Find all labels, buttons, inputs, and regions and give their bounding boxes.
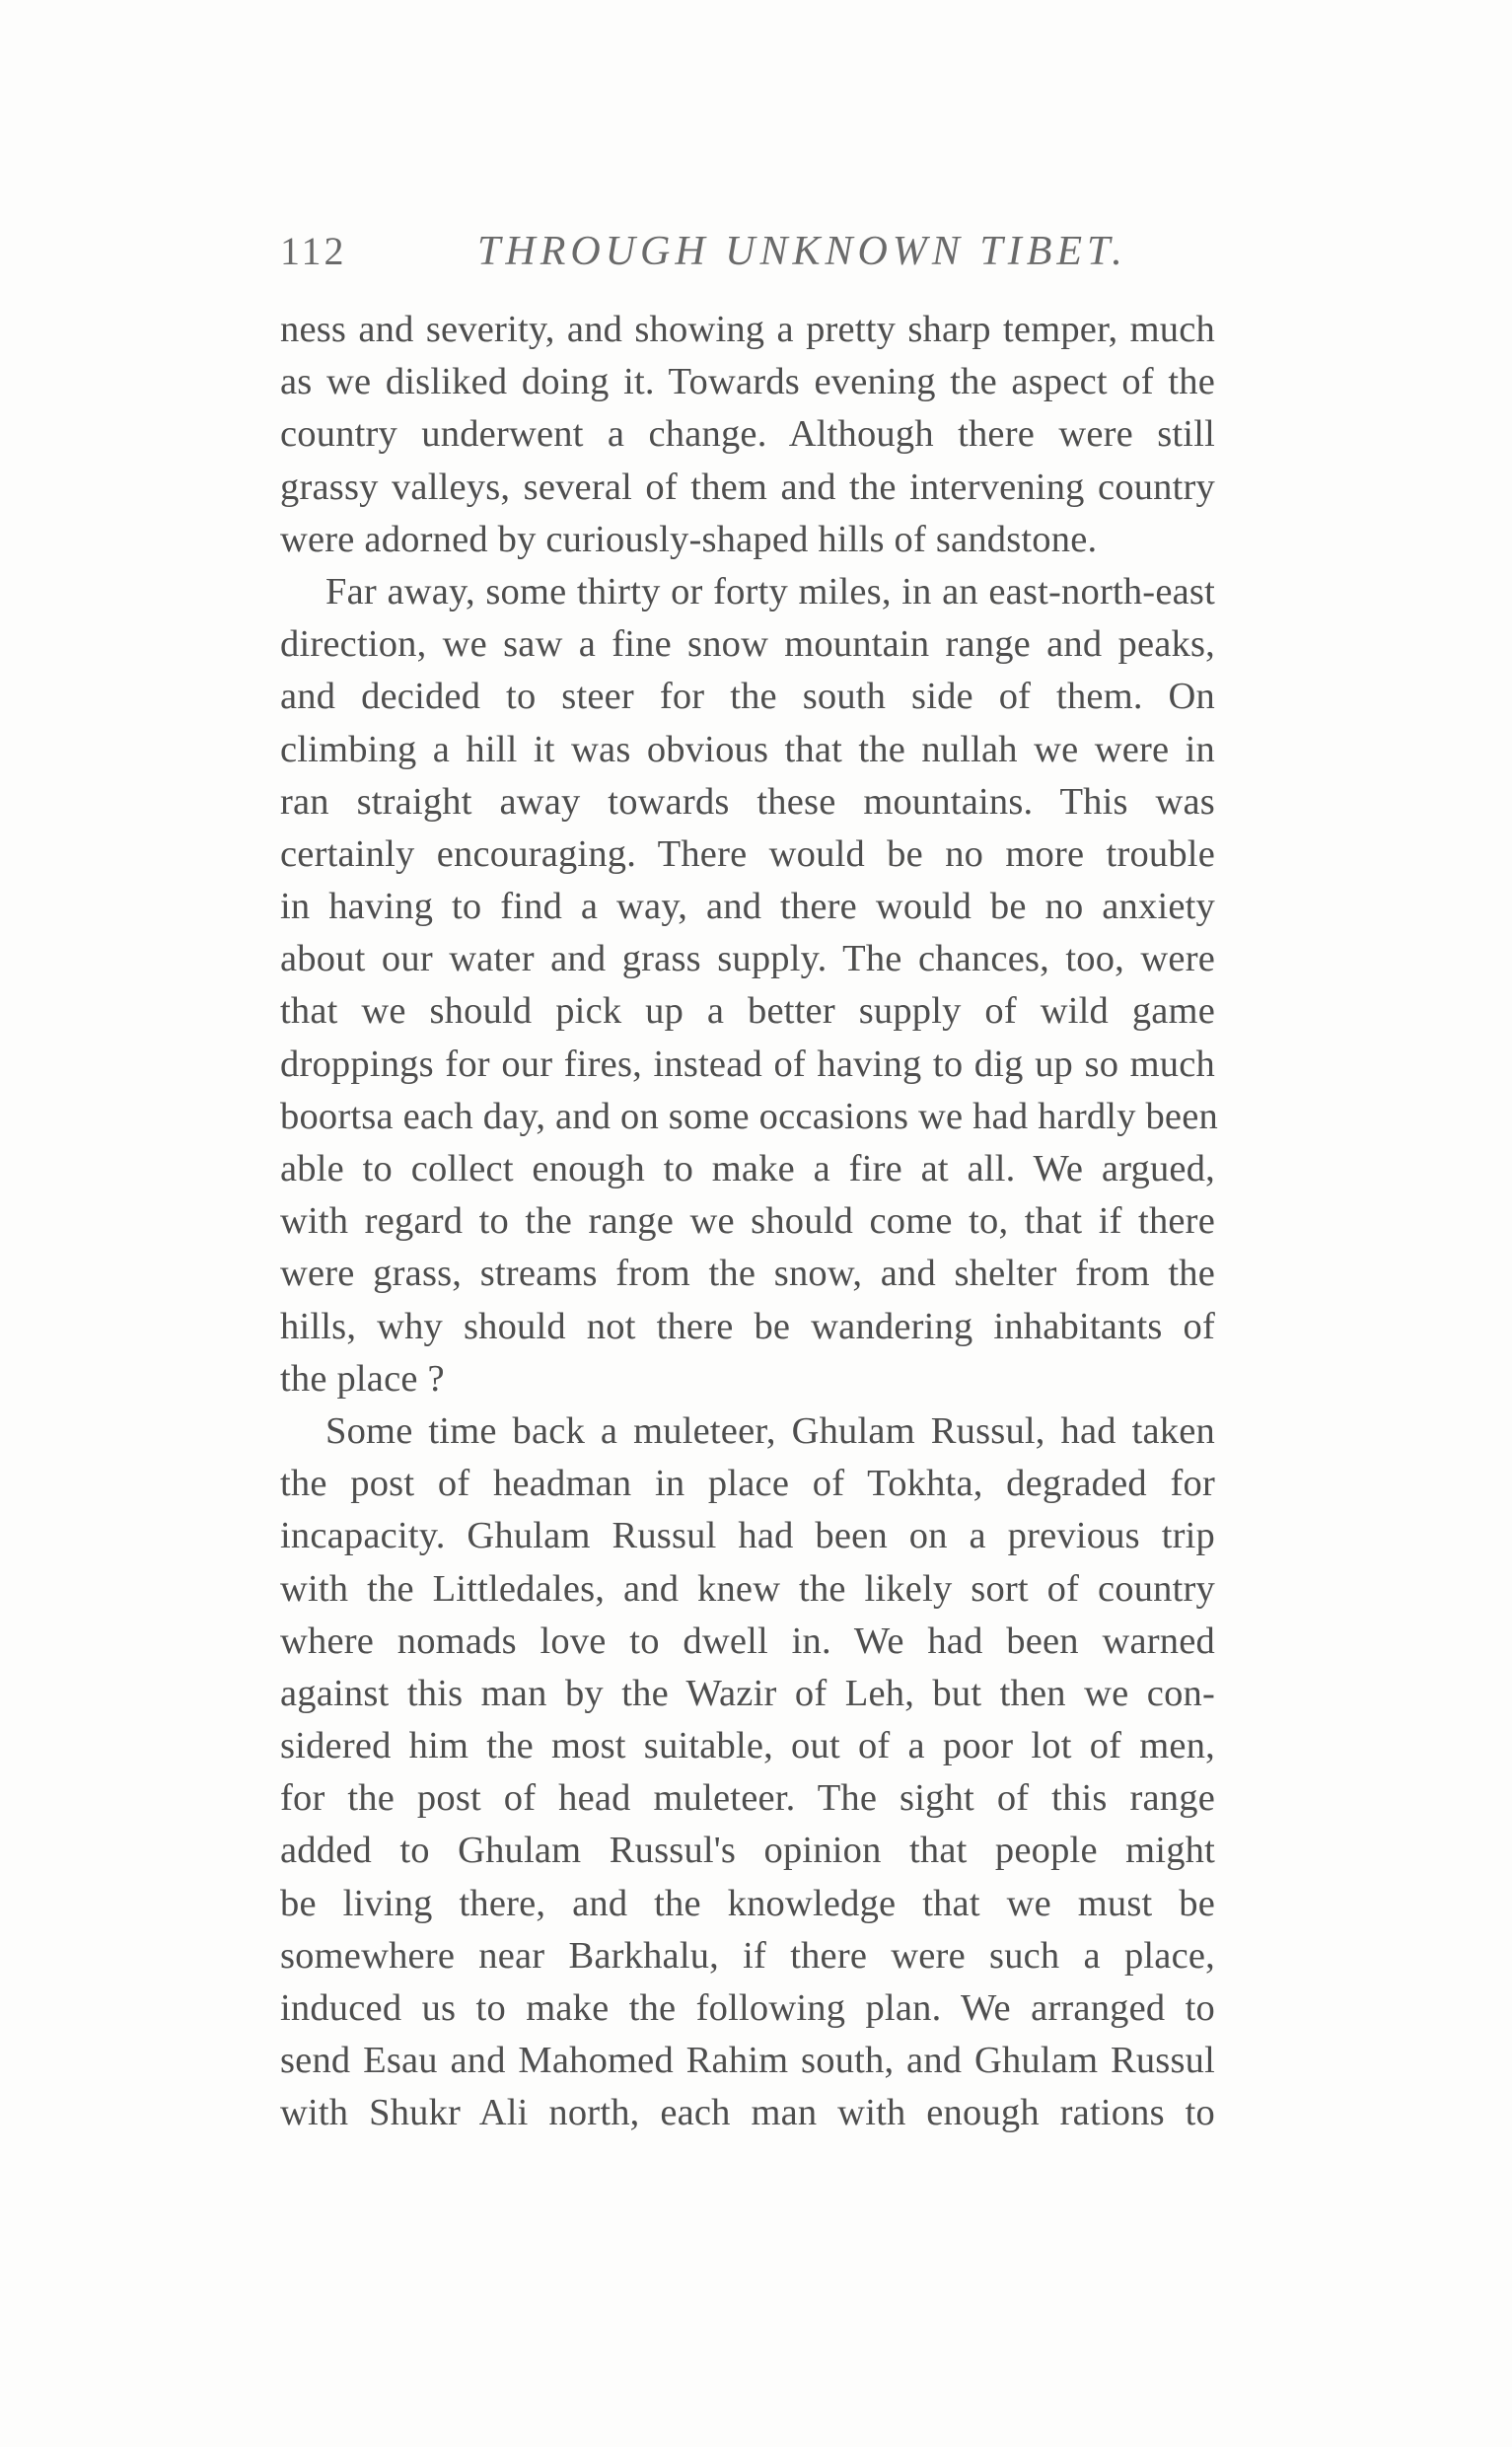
text-line: sidered him the most suitable, out of a poor lot of men,	[280, 1725, 1215, 1767]
text-line: ness and severity, and showing a pretty sharp temper, much	[280, 309, 1215, 350]
running-title: THROUGH UNKNOWN TIBET.	[477, 229, 1127, 274]
text-line: ran straight away towards these mountains. This was	[280, 780, 1215, 823]
body-text	[280, 304, 1218, 2140]
text-line: as we disliked doing it. Towards evening the aspect of the	[280, 361, 1215, 403]
text-line: and decided to steer for the south side of them. On	[280, 676, 1215, 718]
text-line: somewhere near Barkhalu, if there were such a place,	[280, 1934, 1215, 1977]
text-line: where nomads love to dwell in. We had been warned	[280, 1619, 1215, 1662]
text-line: direction, we saw a fine snow mountain range and peaks,	[280, 623, 1215, 666]
text-line: certainly encouraging. There would be no more trouble	[280, 832, 1215, 875]
text-line: country underwent a change. Although there were still	[280, 413, 1215, 456]
text-line: climbing a hill it was obvious that the nullah we were in	[280, 728, 1215, 770]
text-line: that we should pick up a better supply of wild game	[280, 990, 1215, 1033]
text-line: for the post of head muleteer. The sight of this range	[280, 1777, 1215, 1820]
text-line: droppings for our fires, instead of having to dig up so much	[280, 1043, 1215, 1085]
text-line: with regard to the range we should come to, that if there	[280, 1200, 1215, 1243]
text-line: about our water and grass supply. The chances, too, were	[280, 938, 1215, 980]
text-line: were grass, streams from the snow, and shelter from the	[280, 1253, 1215, 1295]
text-line: with Shukr Ali north, each man with enough rations to	[280, 2092, 1215, 2134]
text-line: induced us to make the following plan. We arranged to	[280, 1987, 1215, 2029]
text-line: Some time back a muleteer, Ghulam Russul, had taken	[325, 1409, 1215, 1452]
text-line: against this man by the Wazir of Leh, but then we con-	[280, 1672, 1215, 1714]
text-line: in having to find a way, and there would be no anxiety	[280, 886, 1215, 928]
page-header	[280, 222, 1213, 281]
text-line: Far away, some thirty or forty miles, in an east-north-east	[325, 570, 1215, 612]
text-line: incapacity. Ghulam Russul had been on a previous trip	[280, 1515, 1215, 1557]
text-line: grassy valleys, several of them and the intervening country	[280, 466, 1215, 508]
text-line: able to collect enough to make a fire at all. We argued,	[280, 1148, 1215, 1189]
text-line: hills, why should not there be wandering inhabitants of	[280, 1305, 1215, 1347]
text-line: the post of headman in place of Tokhta, degraded for	[280, 1463, 1215, 1505]
text-line: send Esau and Mahomed Rahim south, and Ghulam Russul	[280, 2040, 1215, 2082]
text-line: added to Ghulam Russul's opinion that people might	[280, 1830, 1215, 1872]
text-line: boortsa each day, and on some occasions we had hardly been	[280, 1095, 1218, 1137]
text-line: with the Littledales, and knew the likely sort of country	[280, 1567, 1215, 1610]
text-line: be living there, and the knowledge that we must be	[280, 1882, 1215, 1924]
page-number: 112	[280, 229, 347, 273]
text-line: were adorned by curiously-shaped hills of sandstone.	[280, 518, 1098, 560]
text-line: the place ?	[280, 1357, 445, 1400]
